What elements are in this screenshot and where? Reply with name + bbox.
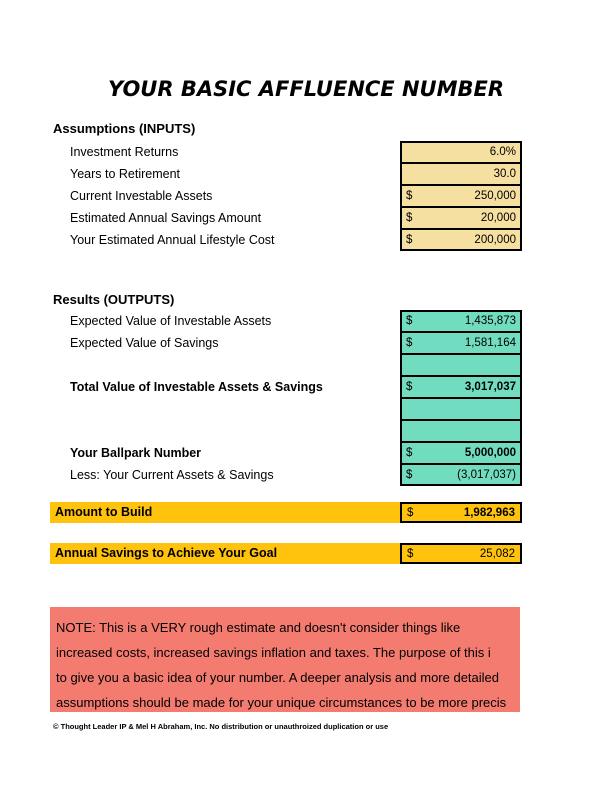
result-row-ballpark — [50, 442, 522, 464]
currency-symbol: $ — [406, 190, 413, 202]
result-row — [50, 398, 522, 420]
row-label — [50, 398, 400, 420]
row-label: Current Investable Assets — [70, 189, 213, 203]
currency-symbol: $ — [406, 447, 413, 459]
row-label — [50, 420, 400, 442]
cell-value: 1,435,873 — [464, 315, 516, 327]
result-row — [50, 464, 522, 486]
result-row — [50, 332, 522, 354]
cell-value: 30.0 — [493, 168, 516, 180]
cell-value: (3,017,037) — [457, 469, 516, 481]
currency-symbol: $ — [407, 547, 414, 560]
row-label: Your Estimated Annual Lifestyle Cost — [70, 233, 275, 247]
row-label: Estimated Annual Savings Amount — [70, 211, 262, 225]
currency-symbol: $ — [406, 315, 413, 327]
output-value-cell — [400, 376, 522, 398]
currency-symbol: $ — [406, 337, 413, 349]
results-table — [50, 310, 522, 486]
highlight-label: Amount to Build — [55, 505, 153, 519]
cell-value: 20,000 — [480, 212, 516, 224]
output-value-cell — [400, 310, 522, 332]
cell-value: 1,581,164 — [464, 337, 516, 349]
output-value-cell — [400, 464, 522, 486]
result-row-total — [50, 376, 522, 398]
highlight-label: Annual Savings to Achieve Your Goal — [55, 546, 278, 560]
output-value-cell — [400, 420, 522, 442]
amount-to-build-row — [50, 502, 522, 523]
cell-value: 5,000,000 — [464, 447, 516, 459]
note-box — [50, 607, 520, 712]
input-value-cell[interactable] — [400, 141, 522, 163]
currency-symbol: $ — [406, 234, 413, 246]
cell-value: 250,000 — [474, 190, 516, 202]
row-label: Expected Value of Investable Assets — [70, 314, 272, 328]
result-row — [50, 310, 522, 332]
cell-value: 3,017,037 — [464, 381, 516, 393]
output-value-cell — [400, 332, 522, 354]
row-label: Your Ballpark Number — [70, 446, 202, 460]
currency-symbol: $ — [406, 469, 413, 481]
note-line: assumptions should be made for your unique circumstances to be more precis — [56, 695, 507, 710]
output-value-cell — [400, 354, 522, 376]
note-line: increased costs, increased savings inflation and taxes. The purpose of this i — [56, 645, 491, 660]
output-value-cell — [400, 442, 522, 464]
row-label — [50, 354, 400, 376]
input-value-cell[interactable] — [400, 207, 522, 229]
assumption-row — [50, 163, 522, 185]
assumption-row — [50, 141, 522, 163]
currency-symbol: $ — [407, 506, 414, 519]
note-line: NOTE: This is a VERY rough estimate and doesn't consider things like — [56, 620, 461, 635]
input-value-cell[interactable] — [400, 185, 522, 207]
row-label: Expected Value of Savings — [70, 336, 219, 350]
row-label: Less: Your Current Assets & Savings — [70, 468, 274, 482]
assumption-row — [50, 229, 522, 251]
currency-symbol: $ — [406, 212, 413, 224]
cell-value: 200,000 — [474, 234, 516, 246]
cell-value: 6.0% — [489, 146, 516, 158]
assumptions-table — [50, 141, 522, 251]
amount-to-build-cell — [400, 502, 522, 523]
results-heading: Results (OUTPUTS) — [53, 292, 175, 307]
page-title: YOUR BASIC AFFLUENCE NUMBER — [107, 77, 505, 101]
assumption-row — [50, 185, 522, 207]
input-value-cell[interactable] — [400, 163, 522, 185]
currency-symbol: $ — [406, 381, 413, 393]
result-row — [50, 420, 522, 442]
row-label: Investment Returns — [70, 145, 179, 159]
note-line: to give you a basic idea of your number. A deeper analysis and more detailed — [56, 670, 500, 685]
row-label: Total Value of Investable Assets & Savings — [70, 380, 323, 394]
result-row — [50, 354, 522, 376]
cell-value: 1,982,963 — [463, 506, 515, 519]
copyright-footer: © Thought Leader IP & Mel H Abraham, Inc. No distribution or unauthroized duplication or use — [53, 722, 389, 731]
assumption-row — [50, 207, 522, 229]
annual-savings-cell — [400, 543, 522, 564]
cell-value: 25,082 — [479, 547, 515, 560]
annual-savings-row — [50, 543, 522, 564]
row-label: Years to Retirement — [70, 167, 181, 181]
assumptions-heading: Assumptions (INPUTS) — [53, 121, 196, 136]
output-value-cell — [400, 398, 522, 420]
input-value-cell[interactable] — [400, 229, 522, 251]
